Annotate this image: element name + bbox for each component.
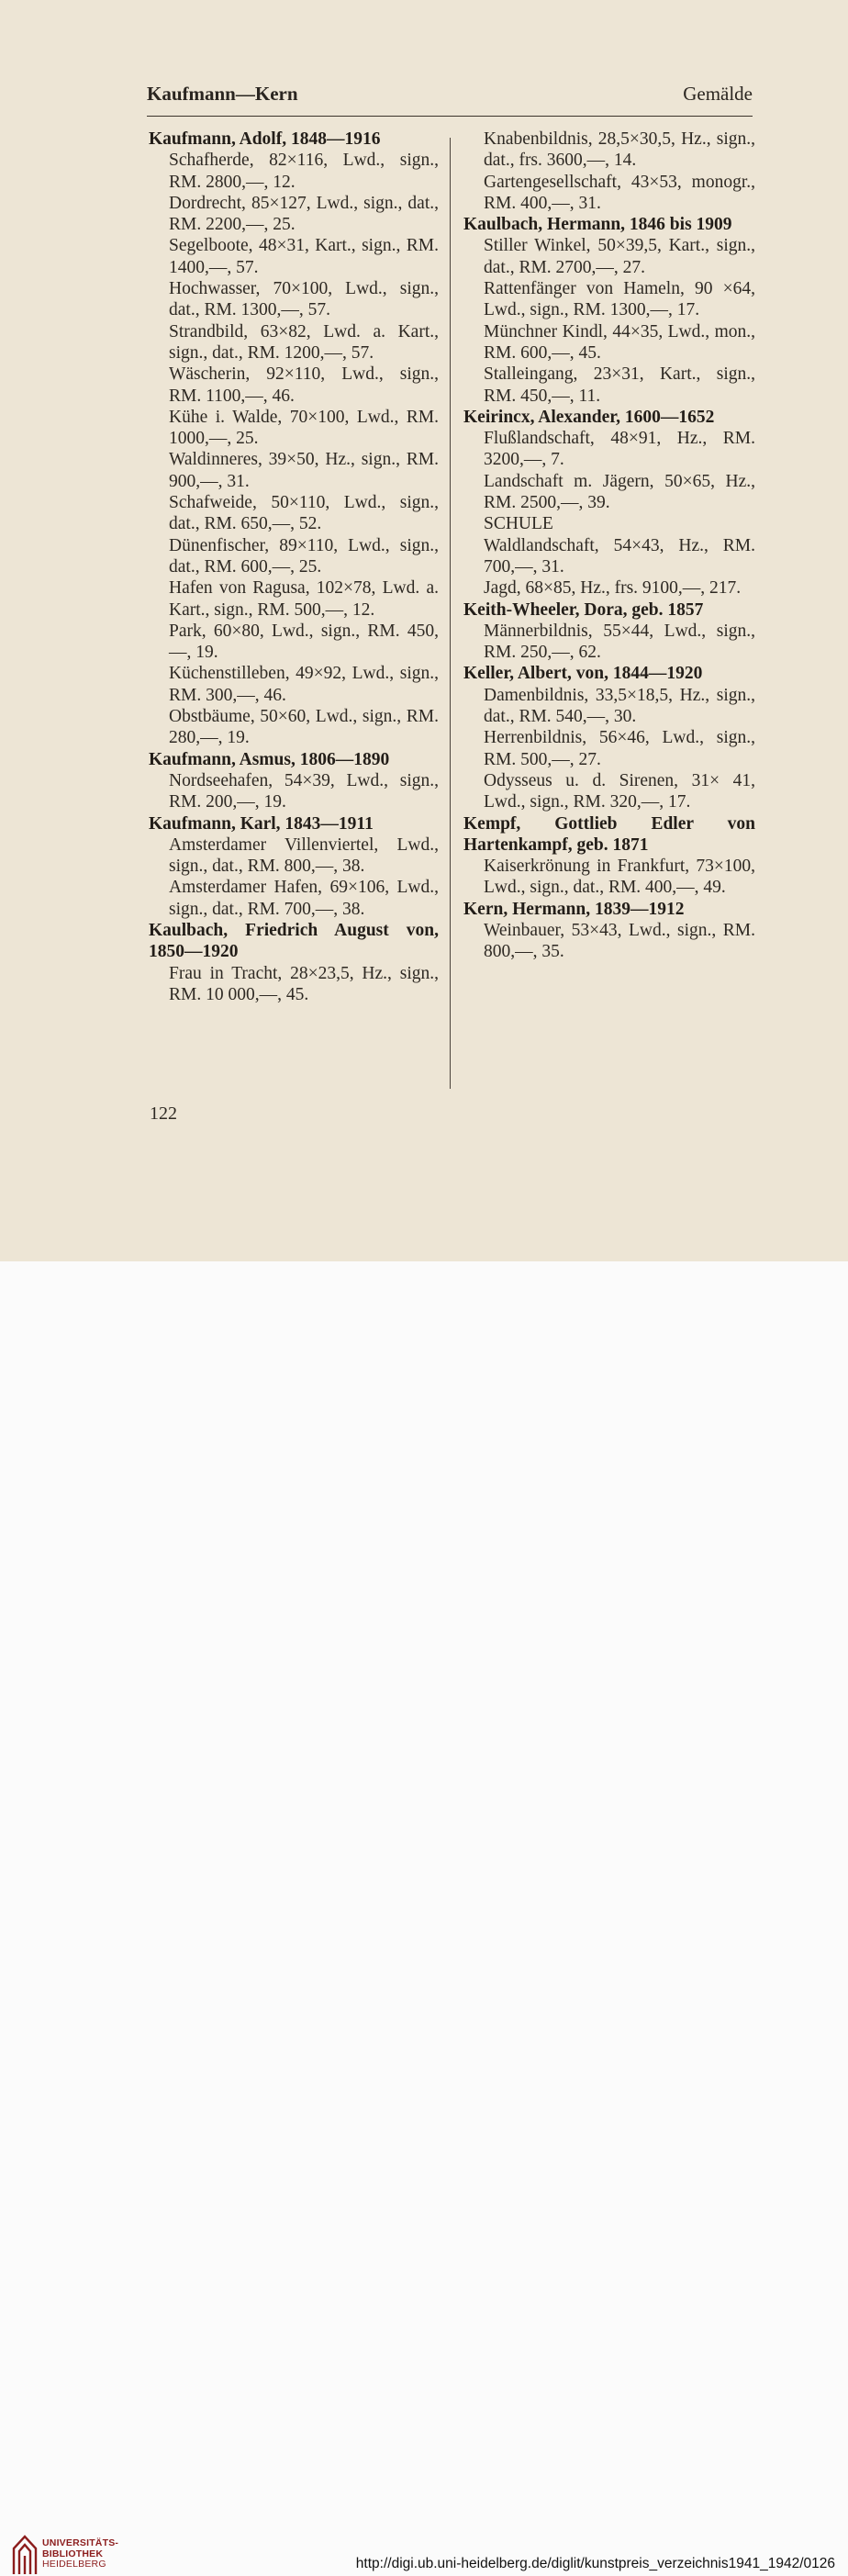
artist-name: Kaufmann, Adolf, 1848—1916	[149, 129, 381, 149]
artwork-listing: Strandbild, 63×82, Lwd. a. Kart., sign., dat., RM. 1200,—, 57.	[169, 321, 439, 363]
artist-name: Kern, Hermann, 1839—1912	[463, 899, 685, 919]
artwork-listing: Odysseus u. d. Sirenen, 31× 41, Lwd., sign., RM. 320,—, 17.	[484, 770, 755, 812]
artwork-listing: SCHULE	[484, 514, 553, 534]
running-header-left: Kaufmann—Kern	[147, 83, 298, 105]
artwork-listing: Männerbildnis, 55×44, Lwd., sign., RM. 250,—, 62.	[484, 621, 755, 663]
artwork-listing: Stalleingang, 23×31, Kart., sign., RM. 450,—, 11.	[484, 364, 755, 406]
artwork-listing: Dünenfischer, 89×110, Lwd., sign., dat., RM. 600,—, 25.	[169, 535, 439, 577]
artist-entry	[463, 813, 755, 899]
artwork-listing: Schafweide, 50×110, Lwd., sign., dat., RM. 650,—, 52.	[169, 493, 439, 534]
right-column	[463, 129, 755, 963]
artist-name: Kaulbach, Hermann, 1846 bis 1909	[463, 215, 732, 235]
artwork-listing: Frau in Tracht, 28×23,5, Hz., sign., RM. 10 000,—, 45.	[169, 963, 439, 1004]
artwork-listing: Gartengesellschaft, 43×53, monogr., RM. 400,—, 31.	[484, 172, 755, 213]
artist-entry	[463, 663, 755, 812]
logo-line: UNIVERSITÄTS-	[42, 2537, 119, 2548]
artwork-listing: Obstbäume, 50×60, Lwd., sign., RM. 280,—, 19.	[169, 707, 439, 748]
artwork-listing: Weinbauer, 53×43, Lwd., sign., RM. 800,—, 35.	[484, 920, 755, 962]
artwork-listing: Hochwasser, 70×100, Lwd., sign., dat., RM. 1300,—, 57.	[169, 279, 439, 320]
artwork-listing: Dordrecht, 85×127, Lwd., sign., dat., RM. 2200,—, 25.	[169, 193, 439, 235]
artwork-listing: Amsterdamer Villenviertel, Lwd., sign., dat., RM. 800,—, 38.	[169, 834, 439, 877]
artist-entry	[463, 899, 755, 963]
artwork-listing: Flußlandschaft, 48×91, Hz., RM. 3200,—, 7.	[484, 429, 755, 470]
running-header-right: Gemälde	[683, 83, 753, 105]
artwork-listing: Wäscherin, 92×110, Lwd., sign., RM. 1100,—, 46.	[169, 364, 439, 406]
artwork-listing: Schafherde, 82×116, Lwd., sign., RM. 2800,—, 12.	[169, 151, 439, 192]
artist-name: Kaufmann, Karl, 1843—1911	[149, 813, 374, 834]
artist-name: Keller, Albert, von, 1844—1920	[463, 664, 703, 684]
artwork-listing: Waldinneres, 39×50, Hz., sign., RM. 900,—, 31.	[169, 450, 439, 491]
artwork-listing: Hafen von Ragusa, 102×78, Lwd. a. Kart., sign., RM. 500,—, 12.	[169, 578, 439, 620]
artwork-listing: Herrenbildnis, 56×46, Lwd., sign., RM. 500,—, 27.	[484, 728, 755, 769]
artwork-listing: Nordseehafen, 54×39, Lwd., sign., RM. 200,—, 19.	[169, 770, 439, 812]
artwork-listing: Jagd, 68×85, Hz., frs. 9100,—, 217.	[484, 578, 742, 599]
artwork-listing: Kaiserkrönung in Frankfurt, 73×100, Lwd., sign., dat., RM. 400,—, 49.	[484, 857, 755, 898]
scanned-page	[0, 0, 848, 1261]
artist-entry	[149, 749, 439, 813]
artist-entry	[463, 214, 755, 407]
artist-entry	[149, 129, 439, 749]
artist-entry	[149, 813, 439, 920]
artwork-listing: Stiller Winkel, 50×39,5, Kart., sign., dat., RM. 2700,—, 27.	[484, 236, 755, 277]
artwork-listing: Amsterdamer Hafen, 69×106, Lwd., sign., dat., RM. 700,—, 38.	[169, 878, 439, 919]
artwork-listing: Münchner Kindl, 44×35, Lwd., mon., RM. 600,—, 45.	[484, 321, 755, 363]
header-rule	[147, 116, 753, 117]
artist-name: Keith-Wheeler, Dora, geb. 1857	[463, 599, 704, 620]
logo-line: BIBLIOTHEK	[42, 2548, 104, 2559]
logo-line: HEIDELBERG	[42, 2559, 106, 2570]
digitization-footer	[0, 1261, 848, 2571]
artist-name: Kempf, Gottlieb Edler von Hartenkampf, geb. 1871	[463, 813, 755, 855]
artist-entry	[463, 407, 755, 599]
library-logo-text	[42, 2538, 118, 2570]
artwork-listing: Damenbildnis, 33,5×18,5, Hz., sign., dat., RM. 540,—, 30.	[484, 685, 755, 727]
artist-entry	[463, 129, 755, 214]
artwork-listing: Kühe i. Walde, 70×100, Lwd., RM. 1000,—, 25.	[169, 407, 439, 449]
artwork-listing: Rattenfänger von Hameln, 90 ×64, Lwd., sign., RM. 1300,—, 17.	[484, 279, 755, 320]
artist-entry	[463, 599, 755, 664]
column-divider	[450, 138, 451, 1089]
artist-name: Kaufmann, Asmus, 1806—1890	[149, 749, 390, 769]
artist-entry	[149, 920, 439, 1005]
artwork-listing: Knabenbildnis, 28,5×30,5, Hz., sign., dat., frs. 3600,—, 14.	[484, 129, 755, 171]
artwork-listing: Landschaft m. Jägern, 50×65, Hz., RM. 2500,—, 39.	[484, 471, 755, 513]
library-logo-icon	[11, 2534, 39, 2576]
artwork-listing: Segelboote, 48×31, Kart., sign., RM. 1400,—, 57.	[169, 236, 439, 277]
artist-name: Keirincx, Alexander, 1600—1652	[463, 407, 715, 427]
artist-name: Kaulbach, Friedrich August von, 1850—1920	[149, 920, 439, 962]
page-number: 122	[150, 1103, 177, 1124]
artwork-listing: Waldlandschaft, 54×43, Hz., RM. 700,—, 31.	[484, 535, 755, 577]
artwork-listing: Küchenstilleben, 49×92, Lwd., sign., RM. 300,—, 46.	[169, 664, 439, 705]
artwork-listing: Park, 60×80, Lwd., sign., RM. 450,—, 19.	[169, 621, 439, 663]
source-url-link[interactable]: http://digi.ub.uni-heidelberg.de/diglit/kunstpreis_verzeichnis1941_1942/0126	[355, 2556, 835, 2571]
left-column	[149, 129, 439, 1005]
